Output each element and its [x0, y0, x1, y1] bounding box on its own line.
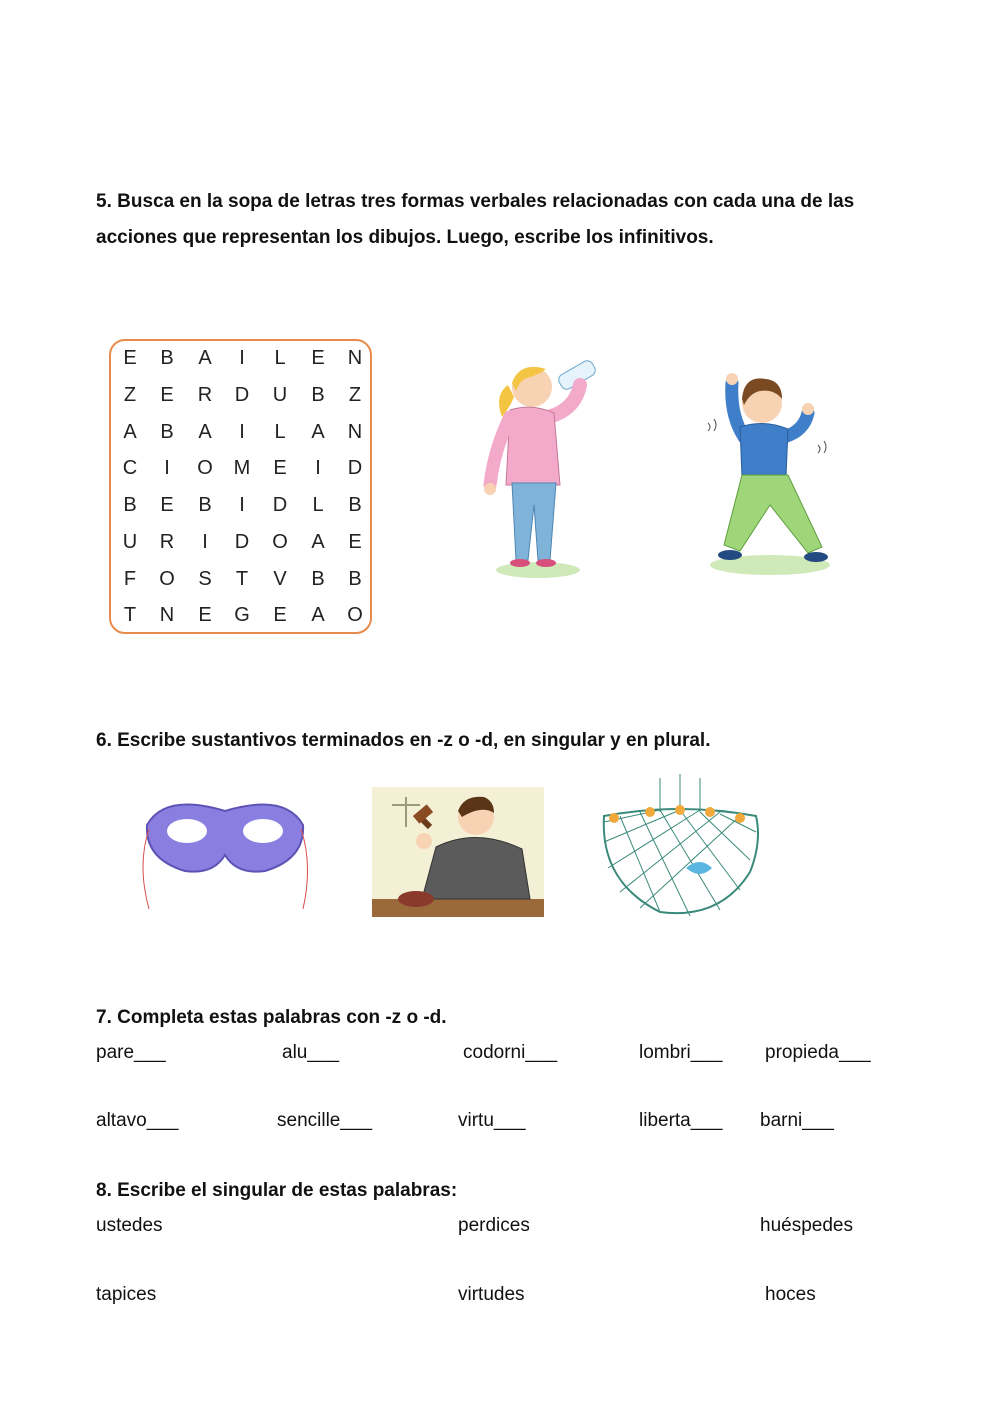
word-search-letter: R [197, 384, 213, 406]
word-search-letter: B [160, 347, 174, 369]
word-search-letter: D [347, 457, 363, 479]
fill-word: pare___ [96, 1042, 166, 1063]
word-search-letter: S [198, 568, 212, 590]
word-search-letter: E [160, 494, 174, 516]
word-search-letter: Z [123, 384, 137, 406]
plural-word: huéspedes [760, 1215, 853, 1236]
mask-illustration [135, 785, 315, 915]
word-search-letter: A [311, 604, 325, 626]
fill-word: lombri___ [639, 1042, 723, 1063]
fill-word: propieda___ [765, 1042, 871, 1063]
judge-illustration [372, 787, 544, 917]
word-search-letter: A [198, 347, 212, 369]
word-search-letter: D [234, 531, 250, 553]
word-search-letter: B [348, 568, 362, 590]
word-search-letter: U [272, 384, 288, 406]
word-search-letter: C [122, 457, 138, 479]
word-search-letter: O [272, 531, 288, 553]
fill-word: codorni___ [463, 1042, 558, 1063]
word-search-letter: O [347, 604, 363, 626]
word-search-letter: E [311, 347, 325, 369]
word-search-letter: G [234, 604, 250, 626]
word-search-letter: I [202, 531, 208, 553]
word-search-letter: N [347, 421, 363, 443]
question-6-heading: 6. Escribe sustantivos terminados en -z o -d, en singular y en plural. [96, 730, 711, 751]
word-search-letter: Z [348, 384, 362, 406]
word-search-letter: B [311, 384, 325, 406]
plural-word: perdices [458, 1215, 530, 1236]
word-search-letter: A [311, 531, 325, 553]
plural-word: virtudes [458, 1284, 525, 1305]
word-search-letter: B [198, 494, 212, 516]
word-search-letter: I [164, 457, 170, 479]
fishing-net-illustration [600, 772, 760, 920]
girl-drinking-illustration [480, 355, 605, 585]
fill-word: barni___ [760, 1110, 834, 1131]
boy-dancing-illustration [700, 365, 840, 580]
word-search-letter: N [347, 347, 363, 369]
word-search-letter: R [159, 531, 175, 553]
word-search-letter: A [198, 421, 212, 443]
word-search-letter: E [273, 457, 287, 479]
fill-word: liberta___ [639, 1110, 723, 1131]
word-search-letter: I [315, 457, 321, 479]
word-search-letter: M [233, 457, 251, 479]
word-search-letter: E [123, 347, 137, 369]
word-search-letter: L [274, 347, 286, 369]
fill-word: virtu___ [458, 1110, 526, 1131]
word-search-letter: A [123, 421, 137, 443]
word-search-letter: E [273, 604, 287, 626]
plural-word: tapices [96, 1284, 157, 1305]
word-search-letter: B [160, 421, 174, 443]
question-5-line-2: acciones que representan los dibujos. Luego, escribe los infinitivos. [96, 227, 714, 248]
fill-word: sencille___ [277, 1110, 373, 1131]
word-search-letter: O [197, 457, 213, 479]
word-search-letter: N [159, 604, 175, 626]
word-search-letter: L [274, 421, 286, 443]
word-search-letter: U [122, 531, 138, 553]
word-search-letter: F [123, 568, 137, 590]
word-search-grid [109, 339, 372, 634]
word-search-letter: E [348, 531, 362, 553]
word-search-letter: A [311, 421, 325, 443]
word-search-letter: L [312, 494, 324, 516]
word-search-letter: E [198, 604, 212, 626]
question-5-line-1: 5. Busca en la sopa de letras tres formas verbales relacionadas con cada una de las [96, 191, 855, 212]
word-search-letter: I [239, 494, 245, 516]
plural-word: hoces [765, 1284, 816, 1305]
word-search-letter: E [160, 384, 174, 406]
fill-word: altavo___ [96, 1110, 179, 1131]
word-search-letter: O [159, 568, 175, 590]
word-search-letter: D [234, 384, 250, 406]
word-search-letter: T [235, 568, 249, 590]
word-search-letter: D [272, 494, 288, 516]
word-search-letter: B [123, 494, 137, 516]
word-search-letter: B [348, 494, 362, 516]
word-search-letter: V [273, 568, 287, 590]
word-search-letter: B [311, 568, 325, 590]
fill-word: alu___ [282, 1042, 340, 1063]
question-7-heading: 7. Completa estas palabras con -z o -d. [96, 1007, 447, 1028]
word-search-letter: T [123, 604, 137, 626]
word-search-letter: I [239, 421, 245, 443]
word-search-letter: I [239, 347, 245, 369]
question-8-heading: 8. Escribe el singular de estas palabras: [96, 1180, 458, 1201]
plural-word: ustedes [96, 1215, 163, 1236]
question-5-heading [96, 184, 926, 256]
